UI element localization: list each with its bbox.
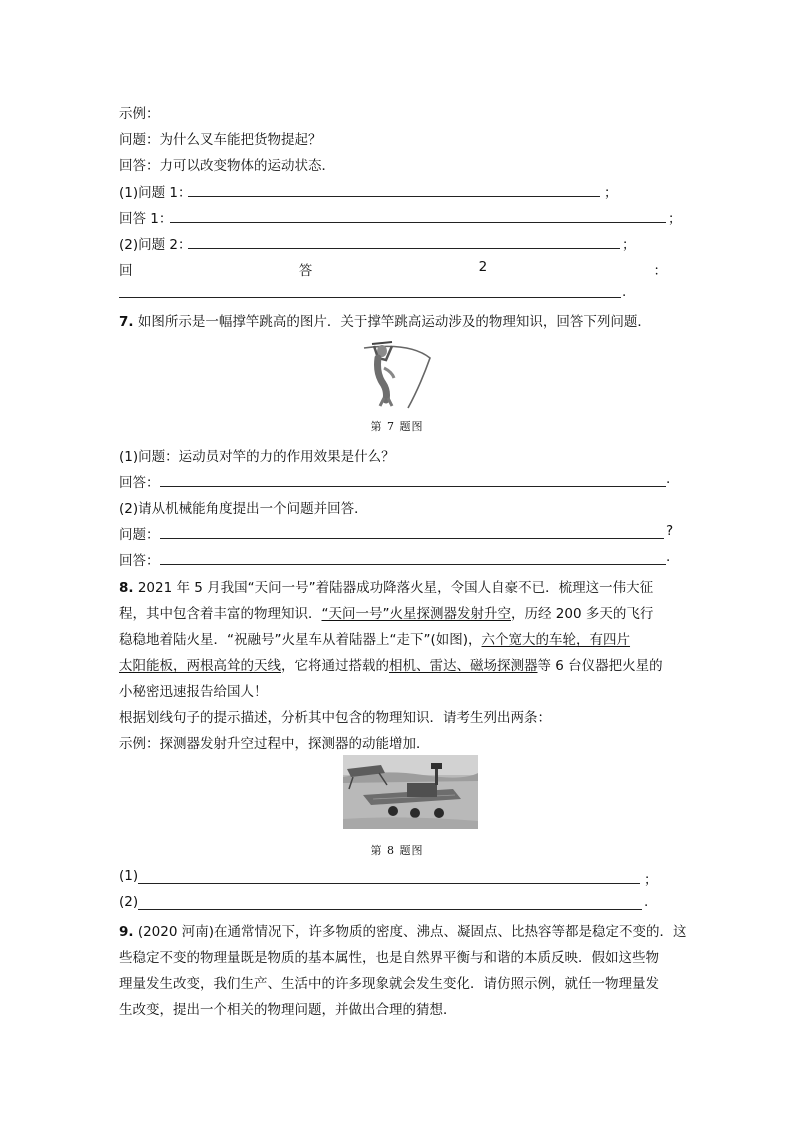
q6-answer1-end: ； [668, 211, 682, 227]
q7-answer2-end: . [666, 549, 671, 565]
q8-item2-blank[interactable] [138, 909, 642, 910]
q6-answer1-label: 回答 1： [119, 211, 173, 227]
q8-line3: 稳稳地着陆火星．“祝融号”火星车从着陆器上“走下”(如图)，六个宽大的车轮，有四片 [119, 632, 631, 648]
q8-example: 示例：探测器发射升空过程中，探测器的动能增加． [119, 736, 430, 752]
q8-item1-blank[interactable] [138, 883, 640, 884]
q8-instruction: 根据划线句子的提示描述，分析其中包含的物理知识．请考生列出两条： [119, 710, 551, 726]
q8-underline-panels: 太阳能板，两根高耸的天线 [119, 658, 281, 674]
q7-answer1-blank[interactable] [160, 486, 666, 487]
rover-mast [435, 767, 438, 785]
q6-question1-label: (1)问题 1： [119, 185, 192, 201]
q9-line1: 9. (2020 河南)在通常情况下，许多物质的密度、沸点、凝固点、比热容等都是稳定不变的．这 [119, 924, 687, 940]
q6-answer1-blank[interactable] [170, 222, 666, 223]
q8-item1-label: (1) [119, 868, 139, 884]
q7-question-label: 问题： [119, 527, 160, 543]
q8-item1-end: ； [644, 872, 658, 888]
q6-example-label: 示例： [119, 106, 160, 122]
rover-body [407, 783, 437, 797]
q7-part2: (2)请从机械能角度提出一个问题并回答． [119, 501, 368, 517]
q9-line4: 生改变，提出一个相关的物理问题，并做出合理的猜想． [119, 1002, 457, 1018]
q8-line2: 程，其中包含着丰富的物理知识．“天问一号”火星探测器发射升空，历经 200 多天的飞行 [119, 606, 654, 622]
q8-line4: 太阳能板，两根高耸的天线，它将通过搭载的相机、雷达、磁场探测器等 6 台仪器把火星的 [119, 658, 663, 674]
q9-line3: 理量发生改变，我们生产、生活中的许多现象就会发生变化．请仿照示例，就任一物理量发 [119, 976, 659, 992]
q7-question-blank[interactable] [160, 538, 664, 539]
q6-question1-blank[interactable] [188, 196, 600, 197]
athlete-body [378, 358, 387, 400]
figure8-caption: 第 8 题图 [370, 844, 424, 857]
q6-question1-end: ； [604, 185, 618, 201]
q6-question2-end: ； [622, 237, 636, 253]
q6-answer2-label: 回 答 2 ： [119, 259, 667, 279]
q7-stem-text: 如图所示是一幅撑竿跳高的图片．关于撑竿跳高运动涉及的物理知识，回答下列问题． [133, 314, 651, 330]
figure7-caption: 第 7 题图 [370, 420, 424, 433]
mars-rover-image [343, 755, 478, 829]
q8-item2-end: . [644, 894, 649, 910]
q9-number: 9. [119, 924, 134, 940]
q8-underline-instruments: 相机、雷达、磁场探测器 [389, 658, 538, 674]
vaulting-pole [364, 346, 430, 408]
q6-question2-blank[interactable] [188, 248, 620, 249]
q7-number: 7. [119, 314, 134, 330]
q8-underline-wheels: 六个宽大的车轮，有四片 [481, 632, 631, 648]
q8-number: 8. [119, 580, 134, 596]
q7-answer2-label: 回答： [119, 553, 160, 569]
q7-stem [119, 310, 651, 330]
q8-line1: 8. 2021 年 5 月我国“天问一号”着陆器成功降落火星，令国人自豪不已．梳理这一伟大征 [119, 580, 654, 596]
q6-answer2-end: . [622, 284, 627, 300]
q6-example-answer: 回答：力可以改变物体的运动状态． [119, 158, 335, 174]
q7-part1: (1)问题：运动员对竿的力的作用效果是什么？ [119, 449, 395, 465]
q8-underline-launch: “天问一号”火星探测器发射升空 [321, 606, 511, 622]
q6-question2-label: (2)问题 2： [119, 237, 192, 253]
q7-answer2-blank[interactable] [160, 564, 666, 565]
q8-line5: 小秘密迅速报告给国人！ [119, 684, 268, 700]
q6-answer2-blank[interactable] [119, 297, 621, 298]
q7-answer1-label: 回答： [119, 475, 160, 491]
q6-example-question: 问题：为什么叉车能把货物提起？ [119, 132, 322, 148]
q8-item2-label: (2) [119, 894, 139, 910]
rover-wheel [388, 806, 398, 816]
q9-line2: 些稳定不变的物理量既是物质的基本属性，也是自然界平衡与和谐的本质反映．假如这些物 [119, 950, 659, 966]
pole-vault-image [358, 338, 436, 410]
q7-question-end: ? [666, 523, 674, 539]
q7-answer1-end: . [666, 471, 671, 487]
